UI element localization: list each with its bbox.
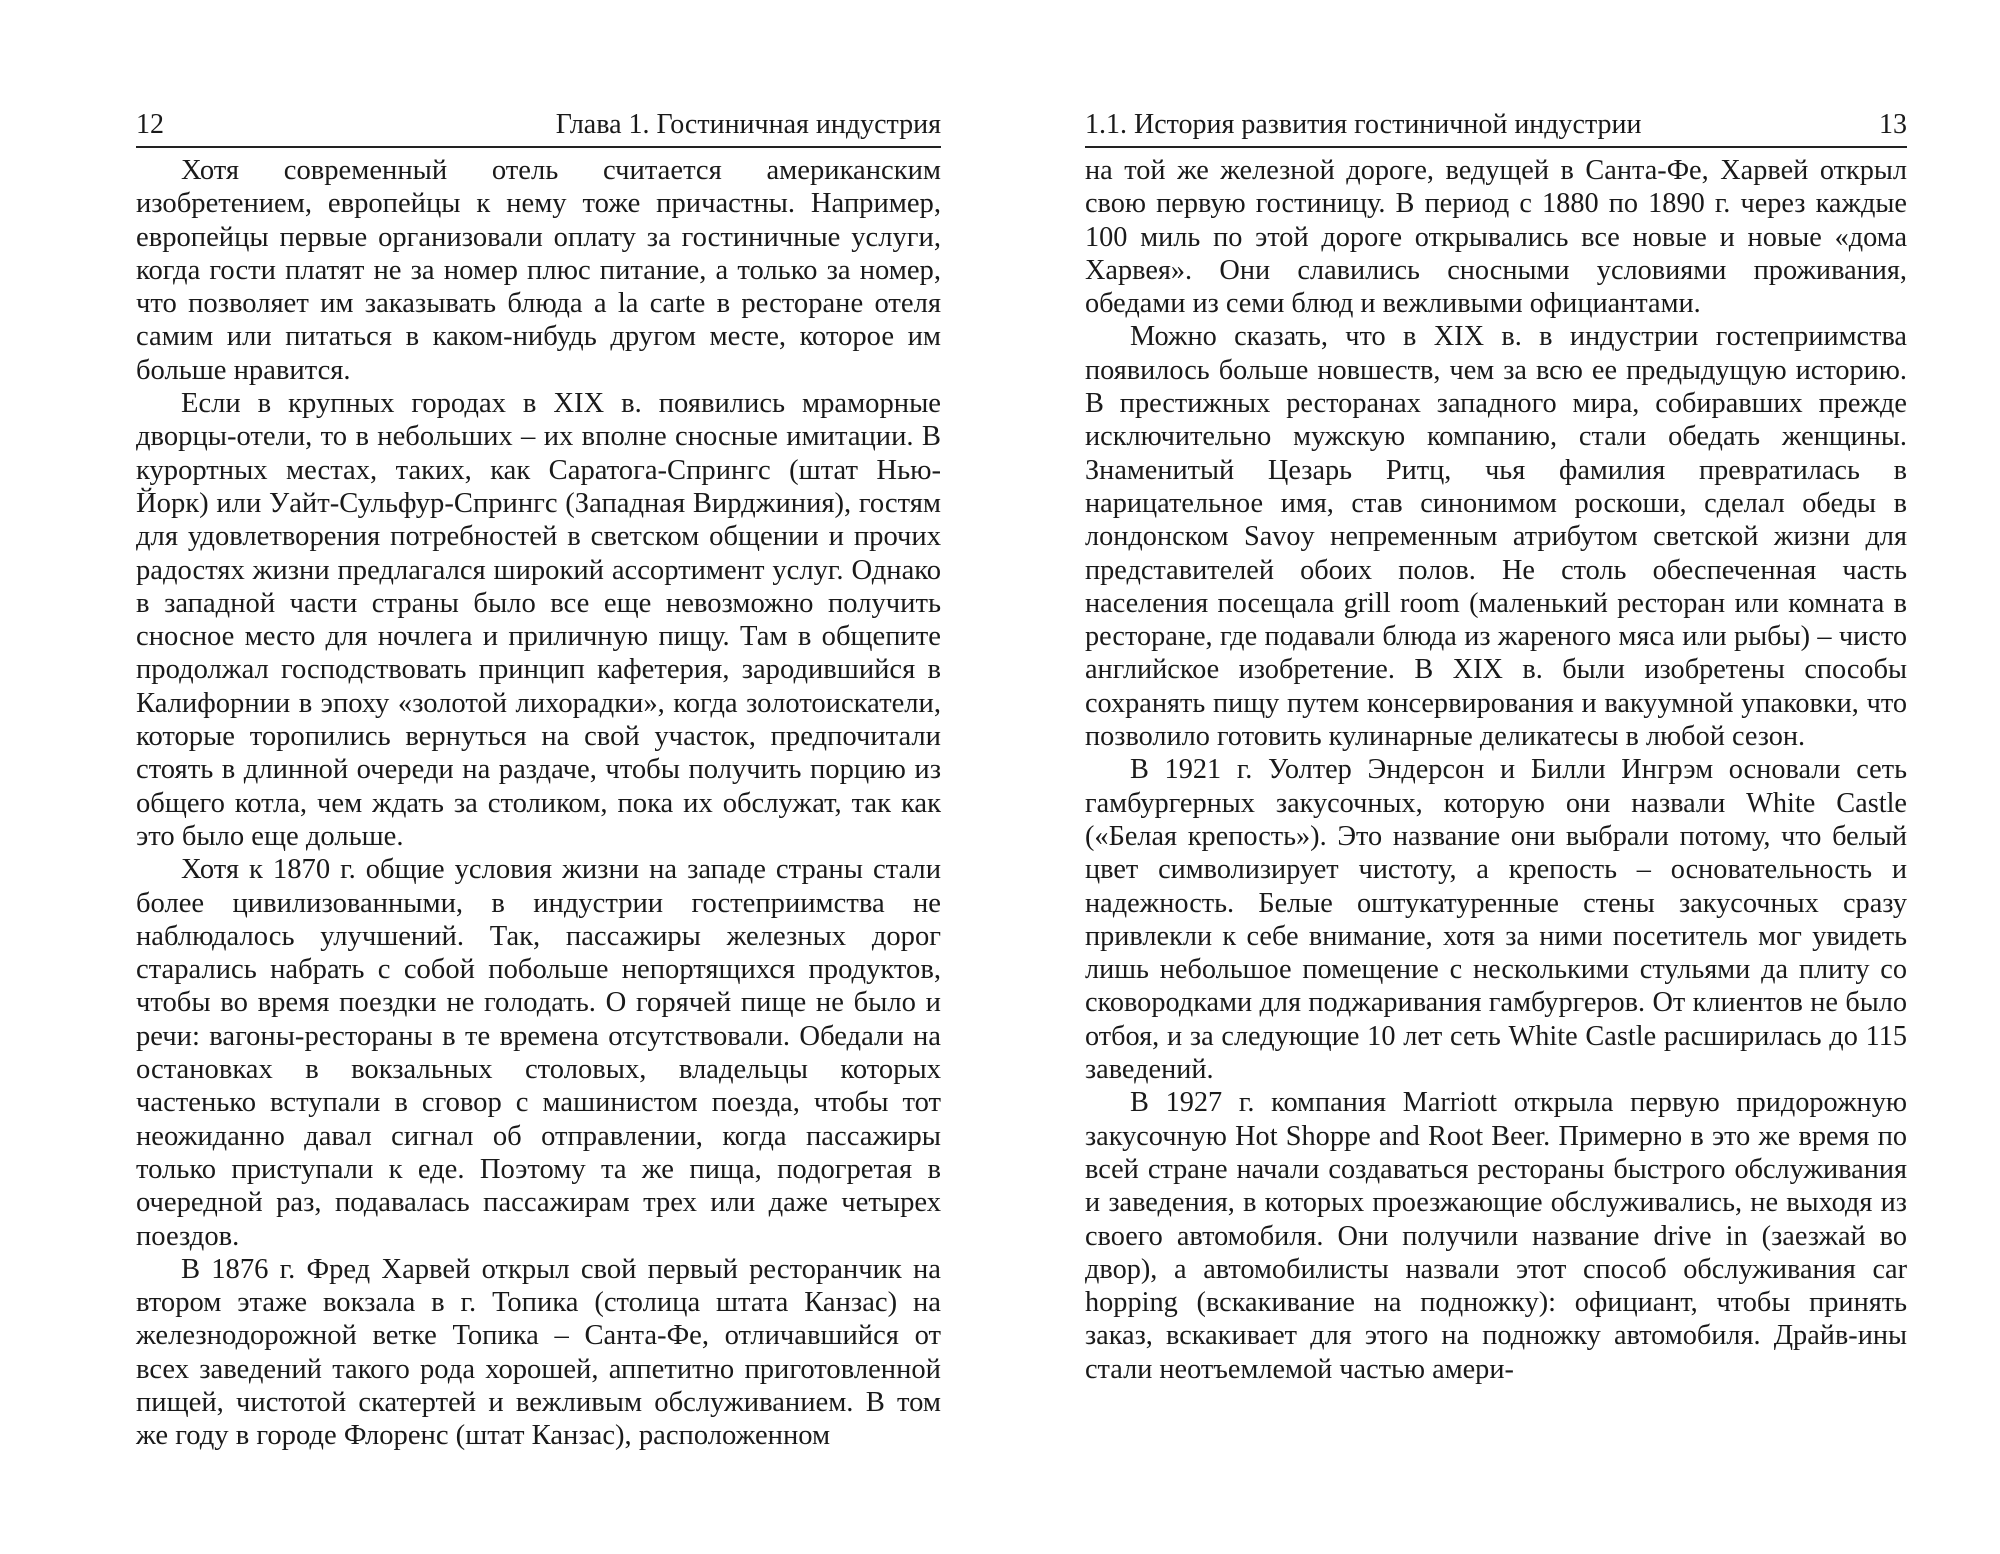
left-running-title: Глава 1. Гостиничная индустрия [555, 109, 941, 140]
paragraph: В 1927 г. компания Marriott открыла первую придорожную закусочную Hot Shoppe and Root Beer. Примерно в это же время по всей стране начали создаваться рестораны быстрого обслуживания и заведения, в которых проезжающие обслуживались, не выходя из своего автомобиля. Они получили название drive in (заезжай во двор), а автомобилисты назвали этот способ обслуживания car hopping (вскакивание на подножку): официант, чтобы принять заказ, вскакивает для этого на подножку автомобиля. Драйв-ины стали неотъемлемой частью амери- [1085, 1087, 1907, 1385]
left-running-head [136, 108, 941, 148]
paragraph: Если в крупных городах в XIX в. появились мраморные дворцы-отели, то в небольших – их вполне сносные имитации. В курортных местах, таких, как Саратога-Спрингс (штат Нью-Йорк) или Уайт-Сульфур-Спрингс (Западная Вирджиния), гостям для удовлетворения потребностей в светском общении и прочих радостях жизни предлагался широкий ассортимент услуг. Однако в западной части страны было все еще невозможно получить сносное место для ночлега и приличную пищу. Там в общепите продолжал господствовать принцип кафетерия, зародившийся в Калифорнии в эпоху «золотой лихорадки», когда золотоискатели, которые торопились вернуться на свой участок, предпочитали стоять в длинной очереди на раздаче, чтобы получить порцию из общего котла, чем ждать за столиком, пока их обслужат, так как это было еще дольше. [136, 388, 941, 852]
right-running-head [1085, 108, 1907, 148]
paragraph: В 1921 г. Уолтер Эндерсон и Билли Ингрэм основали сеть гамбургерных закусочных, которую они назвали White Castle («Белая крепость»). Это название они выбрали потому, что белый цвет символизирует чистоту, а крепость – основательность и надежность. Белые оштукатуренные стены закусочных сразу привлекли к себе внимание, хотя за ними посетитель мог увидеть лишь небольшое помещение с несколькими стульями да плиту со сковородками для поджаривания гамбургеров. От клиентов не было отбоя, и за следующие 10 лет сеть White Castle расширилась до 115 заведений. [1085, 754, 1907, 1086]
right-page-number: 13 [1879, 109, 1907, 140]
paragraph: Хотя к 1870 г. общие условия жизни на западе страны стали более цивилизованными, в индустрии гостеприимства не наблюдалось улучшений. Так, пассажиры железных дорог старались набрать с собой побольше непортящихся продуктов, чтобы во время поездки не голодать. О горячей пище не было и речи: вагоны-рестораны в те времена отсутствовали. Обедали на остановках в вокзальных столовых, владельцы которых частенько вступали в сговор с машинистом поезда, чтобы тот неожиданно давал сигнал об отправлении, когда пассажиры только приступали к еде. Поэтому та же пища, подогретая в очередной раз, подавалась пассажирам трех или даже четырех поездов. [136, 854, 941, 1252]
paragraph: Можно сказать, что в XIX в. в индустрии гостеприимства появилось больше новшеств, чем за всю ее предыдущую историю. В престижных ресторанах западного мира, собиравших прежде исключительно мужскую компанию, стали обедать женщины. Знаменитый Цезарь Ритц, чья фамилия превратилась в нарицательное имя, став синонимом роскоши, сделал обеды в лондонском Savoy непременным атрибутом светской жизни для представителей обоих полов. Не столь обеспеченная часть населения посещала grill room (маленький ресторан или комната в ресторане, где подавали блюда из жареного мяса или рыбы) – чисто английское изобретение. В XIX в. были изобретены способы сохранять пищу путем консервирования и вакуумной упаковки, что позволило готовить кулинарные деликатесы в любой сезон. [1085, 321, 1907, 753]
continuation-paragraph: на той же железной дороге, ведущей в Санта-Фе, Харвей открыл свою первую гостиницу. В период с 1880 по 1890 г. через каждые 100 миль по этой дороге открывались все новые и новые «дома Харвея». Они славились сносными условиями проживания, обедами из семи блюд и вежливыми официантами. [1085, 155, 1907, 320]
left-body-text [136, 154, 941, 1453]
left-page [136, 108, 941, 1453]
right-page [1085, 108, 1907, 1386]
paragraph: Хотя современный отель считается американским изобретением, европейцы к нему тоже причастны. Например, европейцы первые организовали оплату за гостиничные услуги, когда гости платят не за номер плюс питание, а только за номер, что позволяет им заказывать блюда a la carte в ресторане отеля самим или питаться в каком-нибудь другом месте, которое им больше нравится. [136, 155, 941, 386]
paragraph: В 1876 г. Фред Харвей открыл свой первый ресторанчик на втором этаже вокзала в г. Топика (столица штата Канзас) на железнодорожной ветке Топика – Санта-Фе, отличавшийся от всех заведений такого рода хорошей, аппетитно приготовленной пищей, чистотой скатертей и вежливым обслуживанием. В том же году в городе Флоренс (штат Канзас), расположенном [136, 1253, 941, 1452]
right-running-title: 1.1. История развития гостиничной индустрии [1085, 109, 1642, 140]
right-body-text [1085, 154, 1907, 1386]
left-page-number: 12 [136, 109, 164, 140]
